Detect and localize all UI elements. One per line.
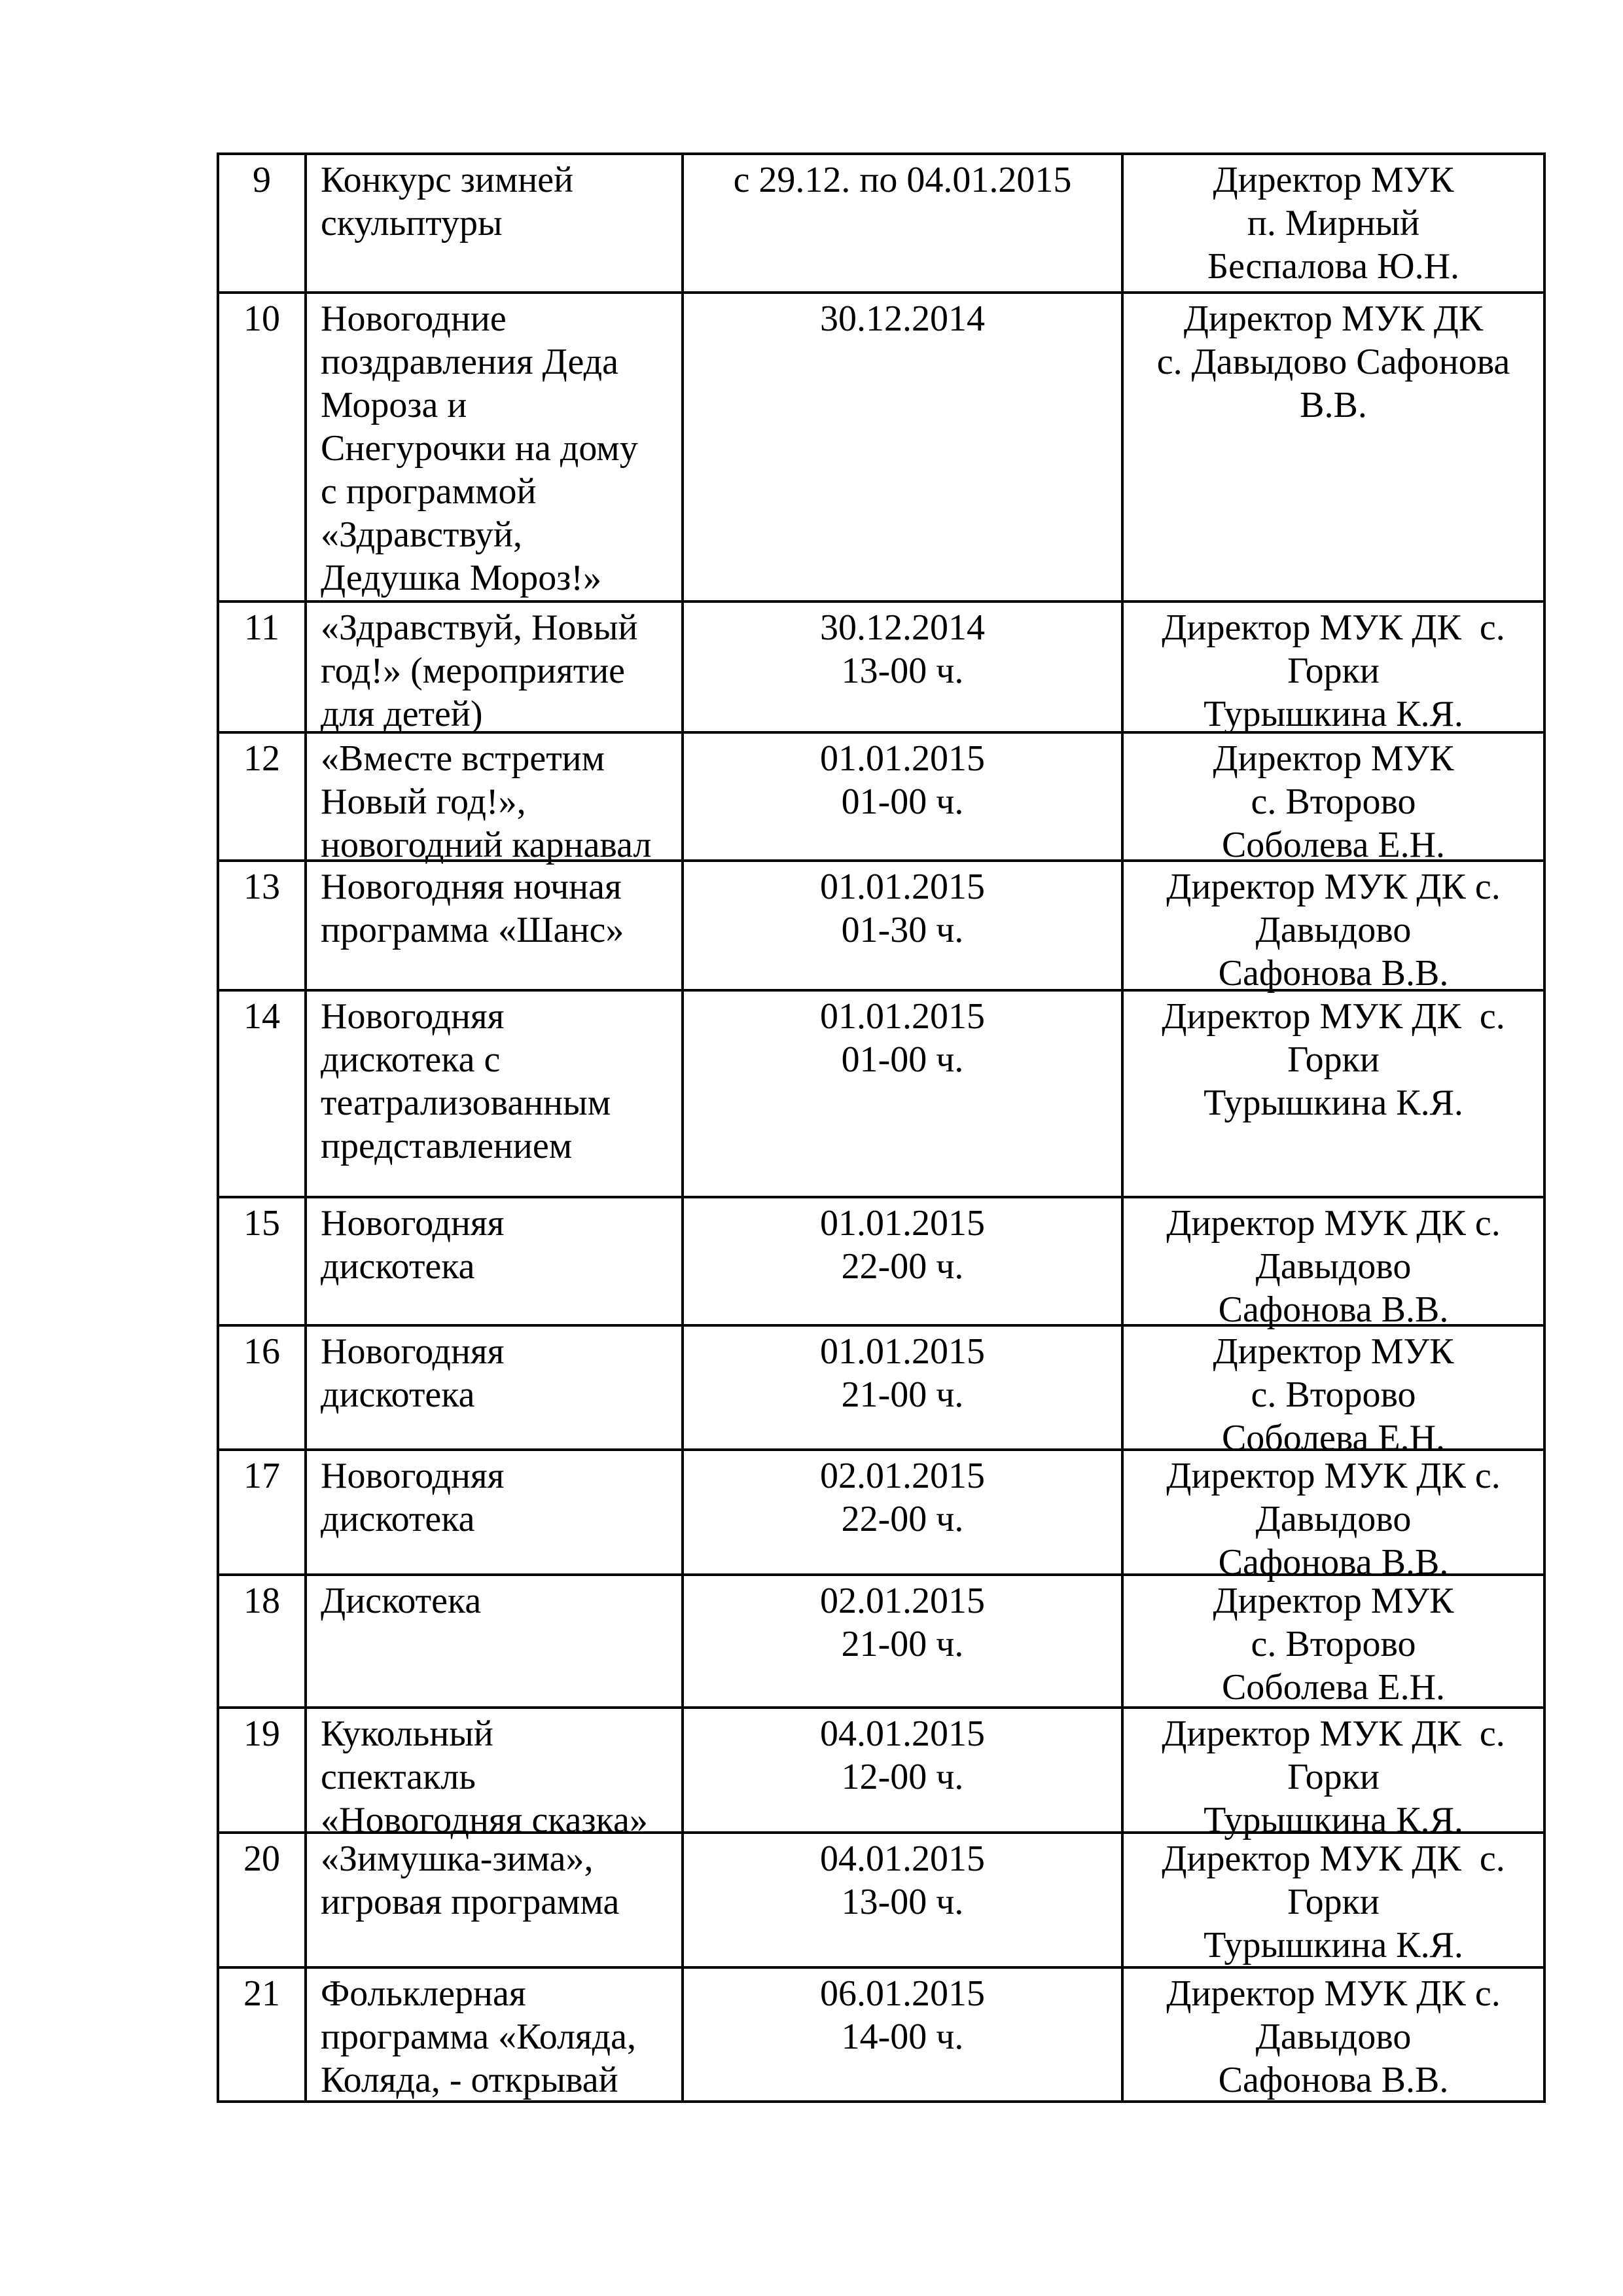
text-line: 01-00 ч. <box>841 1039 964 1080</box>
text-line: 12-00 ч. <box>841 1757 964 1797</box>
responsible-cell <box>1124 1834 1543 1967</box>
row-number-cell <box>219 1709 307 1842</box>
text-line: Турышкина К.Я. <box>1204 694 1463 734</box>
text-line: с программой <box>321 471 537 512</box>
text-line: 12 <box>243 738 280 779</box>
text-line: дискотека <box>321 1246 475 1287</box>
table-row <box>219 734 1543 865</box>
text-line: 11 <box>244 607 279 648</box>
table-row <box>219 862 1543 992</box>
text-line: Соболева Е.Н. <box>1221 1418 1446 1458</box>
table-row <box>219 294 1543 603</box>
text-line: дискотека с <box>321 1039 501 1080</box>
text-line: 15 <box>243 1203 280 1244</box>
responsible-cell <box>1124 992 1543 1196</box>
event-cell <box>307 1327 684 1460</box>
row-number-cell <box>219 155 307 291</box>
table-row <box>219 1451 1543 1583</box>
table-row <box>219 1834 1543 1969</box>
table-row <box>219 1198 1543 1330</box>
text-line: Директор МУК ДК с. <box>1162 1713 1505 1754</box>
text-line: 04.01.2015 <box>820 1713 985 1754</box>
text-line: Мороза и <box>321 385 467 425</box>
text-line: 21-00 ч. <box>841 1374 964 1415</box>
event-cell <box>307 1969 684 2102</box>
event-cell <box>307 1198 684 1331</box>
date-cell <box>684 734 1124 867</box>
text-line: новогодний карнавал <box>321 825 652 865</box>
text-line: Директор МУК ДК с. <box>1166 867 1501 907</box>
row-number-cell <box>219 1576 307 1709</box>
text-line: 01.01.2015 <box>820 1331 985 1372</box>
text-line: Новогодние <box>321 298 507 339</box>
event-cell <box>307 155 684 291</box>
text-line: «Зимушка-зима», <box>321 1839 594 1879</box>
date-cell <box>684 1709 1124 1842</box>
responsible-cell <box>1124 1576 1543 1709</box>
events-table <box>217 152 1546 2103</box>
event-cell <box>307 1709 684 1842</box>
text-line: Директор МУК <box>1213 1581 1454 1621</box>
text-line: 13-00 ч. <box>841 1882 964 1922</box>
text-line: скульптуры <box>321 203 503 243</box>
responsible-cell <box>1124 1969 1543 2102</box>
text-line: Новый год!», <box>321 781 526 822</box>
event-cell <box>307 1576 684 1709</box>
text-line: с. Второво <box>1251 1624 1416 1664</box>
text-line: 10 <box>243 298 280 339</box>
text-line: «Новогодняя сказка» <box>321 1800 648 1840</box>
text-line: Директор МУК <box>1213 1331 1454 1372</box>
row-number-cell <box>219 1198 307 1331</box>
text-line: 30.12.2014 <box>820 298 985 339</box>
text-line: Сафонова В.В. <box>1218 2060 1449 2100</box>
text-line: для детей) <box>321 694 483 734</box>
text-line: Директор МУК ДК с. <box>1166 1973 1501 2014</box>
date-cell <box>684 862 1124 995</box>
text-line: театрализованным <box>321 1083 611 1123</box>
text-line: Давыдово <box>1255 1246 1412 1287</box>
text-line: Соболева Е.Н. <box>1221 1667 1446 1708</box>
text-line: Турышкина К.Я. <box>1204 1800 1463 1840</box>
table-row <box>219 1576 1543 1709</box>
date-cell <box>684 1327 1124 1460</box>
text-line: Кукольный <box>321 1713 493 1754</box>
table-row <box>219 155 1543 294</box>
text-line: с. Второво <box>1251 1374 1416 1415</box>
text-line: 01.01.2015 <box>820 738 985 779</box>
table-row <box>219 1327 1543 1458</box>
date-cell <box>684 155 1124 291</box>
text-line: Новогодняя <box>321 1331 505 1372</box>
date-cell <box>684 1969 1124 2102</box>
text-line: 16 <box>243 1331 280 1372</box>
event-cell <box>307 603 684 736</box>
text-line: программа «Шанс» <box>321 910 624 950</box>
text-line: игровая программа <box>321 1882 620 1922</box>
text-line: с 29.12. по 04.01.2015 <box>733 160 1072 200</box>
text-line: Снегурочки на дому <box>321 428 638 469</box>
text-line: Горки <box>1287 1757 1380 1797</box>
text-line: спектакль <box>321 1757 476 1797</box>
responsible-cell <box>1124 155 1543 291</box>
table-row <box>219 1709 1543 1840</box>
text-line: Турышкина К.Я. <box>1204 1083 1463 1123</box>
text-line: Сафонова В.В. <box>1218 1542 1449 1583</box>
date-cell <box>684 603 1124 736</box>
date-cell <box>684 992 1124 1196</box>
text-line: Сафонова В.В. <box>1218 953 1449 994</box>
row-number-cell <box>219 603 307 736</box>
text-line: Директор МУК ДК <box>1183 298 1484 339</box>
text-line: 13 <box>243 867 280 907</box>
text-line: Директор МУК ДК с. <box>1162 607 1505 648</box>
text-line: Директор МУК ДК с. <box>1166 1456 1501 1496</box>
text-line: «Вместе встретим <box>321 738 605 779</box>
text-line: 21-00 ч. <box>841 1624 964 1664</box>
text-line: 01.01.2015 <box>820 1203 985 1244</box>
responsible-cell <box>1124 862 1543 995</box>
event-cell <box>307 734 684 867</box>
text-line: Директор МУК <box>1213 738 1454 779</box>
text-line: 20 <box>243 1839 280 1879</box>
text-line: Фольклерная <box>321 1973 526 2014</box>
text-line: Директор МУК <box>1213 160 1454 200</box>
text-line: Новогодняя <box>321 1203 505 1244</box>
text-line: 17 <box>243 1456 280 1496</box>
row-number-cell <box>219 862 307 995</box>
text-line: Давыдово <box>1255 1499 1412 1539</box>
text-line: Сафонова В.В. <box>1218 1289 1449 1330</box>
text-line: Турышкина К.Я. <box>1204 1925 1463 1965</box>
text-line: «Здравствуй, Новый <box>321 607 638 648</box>
text-line: с. Второво <box>1251 781 1416 822</box>
text-line: Горки <box>1287 1039 1380 1080</box>
text-line: 01.01.2015 <box>820 867 985 907</box>
text-line: Дедушка Мороз!» <box>321 558 601 598</box>
table-row <box>219 992 1543 1198</box>
text-line: В.В. <box>1300 385 1367 425</box>
text-line: 04.01.2015 <box>820 1839 985 1879</box>
row-number-cell <box>219 1969 307 2102</box>
text-line: «Здравствуй, <box>321 514 522 555</box>
row-number-cell <box>219 1834 307 1967</box>
text-line: Давыдово <box>1255 2017 1412 2057</box>
text-line: 02.01.2015 <box>820 1456 985 1496</box>
event-cell <box>307 294 684 600</box>
text-line: дискотека <box>321 1499 475 1539</box>
responsible-cell <box>1124 294 1543 600</box>
text-line: 01-00 ч. <box>841 781 964 822</box>
responsible-cell <box>1124 1327 1543 1460</box>
text-line: 01-30 ч. <box>841 910 964 950</box>
event-cell <box>307 992 684 1196</box>
row-number-cell <box>219 1327 307 1460</box>
responsible-cell <box>1124 603 1543 736</box>
text-line: 14-00 ч. <box>841 2017 964 2057</box>
text-line: представлением <box>321 1126 573 1166</box>
row-number-cell <box>219 992 307 1196</box>
table-row <box>219 1969 1543 2100</box>
text-line: 14 <box>243 996 280 1037</box>
text-line: программа «Коляда, <box>321 2017 637 2057</box>
text-line: Горки <box>1287 651 1380 691</box>
text-line: 22-00 ч. <box>841 1246 964 1287</box>
responsible-cell <box>1124 734 1543 867</box>
text-line: 22-00 ч. <box>841 1499 964 1539</box>
text-line: поздравления Деда <box>321 342 618 382</box>
event-cell <box>307 862 684 995</box>
text-line: Директор МУК ДК с. <box>1166 1203 1501 1244</box>
text-line: 9 <box>253 160 271 200</box>
text-line: Директор МУК ДК с. <box>1162 996 1505 1037</box>
date-cell <box>684 1576 1124 1709</box>
text-line: Новогодняя ночная <box>321 867 622 907</box>
text-line: Беспалова Ю.Н. <box>1207 246 1460 287</box>
text-line: Коляда, - открывай <box>321 2060 618 2100</box>
responsible-cell <box>1124 1709 1543 1842</box>
text-line: 19 <box>243 1713 280 1754</box>
text-line: 02.01.2015 <box>820 1581 985 1621</box>
text-line: п. Мирный <box>1247 203 1420 243</box>
text-line: 21 <box>243 1973 280 2014</box>
text-line: Давыдово <box>1255 910 1412 950</box>
text-line: 18 <box>243 1581 280 1621</box>
text-line: 06.01.2015 <box>820 1973 985 2014</box>
text-line: 01.01.2015 <box>820 996 985 1037</box>
event-cell <box>307 1834 684 1967</box>
text-line: Горки <box>1287 1882 1380 1922</box>
date-cell <box>684 294 1124 600</box>
text-line: Директор МУК ДК с. <box>1162 1839 1505 1879</box>
row-number-cell <box>219 1451 307 1584</box>
responsible-cell <box>1124 1451 1543 1584</box>
row-number-cell <box>219 294 307 600</box>
text-line: 13-00 ч. <box>841 651 964 691</box>
responsible-cell <box>1124 1198 1543 1331</box>
text-line: год!» (мероприятие <box>321 651 626 691</box>
event-cell <box>307 1451 684 1584</box>
row-number-cell <box>219 734 307 867</box>
date-cell <box>684 1198 1124 1331</box>
text-line: Конкурс зимней <box>321 160 574 200</box>
table-row <box>219 603 1543 734</box>
text-line: Новогодняя <box>321 1456 505 1496</box>
text-line: дискотека <box>321 1374 475 1415</box>
text-line: Дискотека <box>321 1581 482 1621</box>
date-cell <box>684 1451 1124 1584</box>
text-line: Соболева Е.Н. <box>1221 825 1446 865</box>
text-line: Новогодняя <box>321 996 505 1037</box>
text-line: с. Давыдово Сафонова <box>1156 342 1510 382</box>
text-line: 30.12.2014 <box>820 607 985 648</box>
date-cell <box>684 1834 1124 1967</box>
